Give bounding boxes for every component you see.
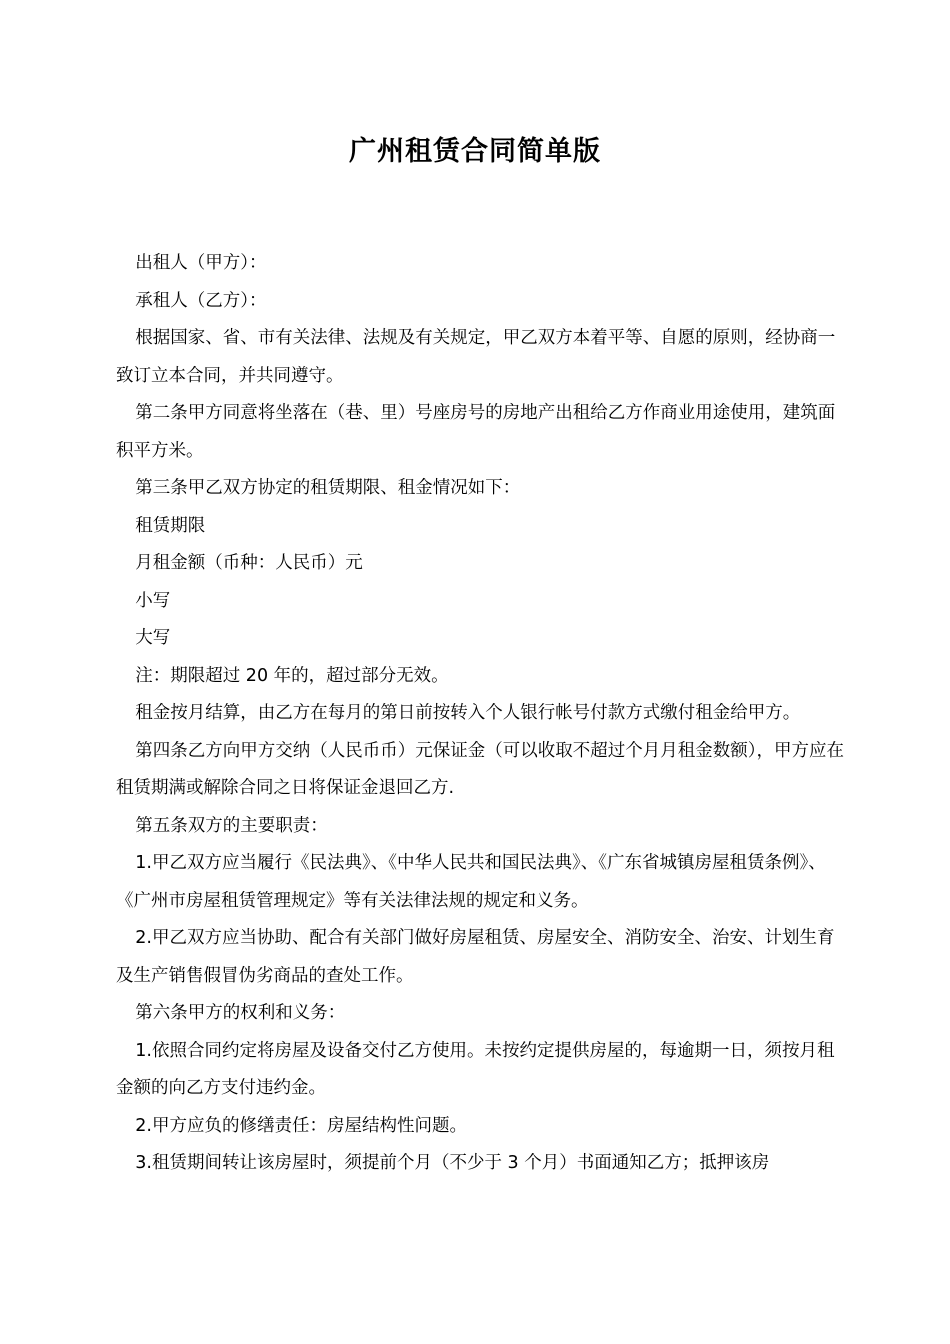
paragraph-article-6: 第六条甲方的权利和义务： [135,1003,346,1023]
paragraph-lease-term: 租赁期限 [135,515,206,536]
paragraph-article-2: 第二条甲方同意将坐落在（巷、里）号座房号的房地产出租给乙方作商业用途使用，建筑面积平方米。 [116,403,836,461]
paragraph-article-4: 第四条乙方向甲方交纳（人民币币）元保证金（可以收取不超过个月月租金数额），甲方应在租赁期满或解除合同之日将保证金退回乙方. [116,740,844,798]
document-title: 广州租赁合同简单版 [349,136,601,167]
paragraph-uppercase: 大写 [135,628,171,648]
paragraph-lessor: 出租人（甲方）： [135,253,267,273]
paragraph-article-5: 第五条双方的主要职责： [135,815,328,836]
document-body [116,245,851,1183]
paragraph-article-5-item-2: 2.甲乙双方应当协助、配合有关部门做好房屋租赁、房屋安全、消防安全、治安、计划生育及生产销售假冒伪劣商品的查处工作。 [116,928,835,986]
paragraph-preamble: 根据国家、省、市有关法律、法规及有关规定，甲乙双方本着平等、自愿的原则，经协商一致订立本合同，并共同遵守。 [116,328,836,386]
paragraph-monthly-rent: 月租金额（币种：人民币）元 [135,553,363,573]
paragraph-article-3: 第三条甲乙双方协定的租赁期限、租金情况如下： [135,478,521,498]
paragraph-article-6-item-2: 2.甲方应负的修缮责任：房屋结构性问题。 [135,1115,467,1136]
paragraph-article-6-item-1: 1.依照合同约定将房屋及设备交付乙方使用。未按约定提供房屋的，每逾期一日，须按月租金额的向乙方支付违约金。 [116,1040,835,1098]
paragraph-lessee: 承租人（乙方）： [135,290,267,311]
paragraph-rent-settlement: 租金按月结算，由乙方在每月的第日前按转入个人银行帐号付款方式缴付租金给甲方。 [135,703,801,723]
paragraph-article-6-item-3: 3.租赁期间转让该房屋时，须提前个月（不少于 3 个月）书面通知乙方；抵押该房 [135,1153,770,1173]
paragraph-lowercase: 小写 [135,590,171,611]
paragraph-note: 注：期限超过 20 年的，超过部分无效。 [135,665,449,686]
paragraph-article-5-item-1: 1.甲乙双方应当履行《民法典》、《中华人民共和国民法典》、《广东省城镇房屋租赁条例》、《广州市房屋租赁管理规定》等有关法律法规的规定和义务。 [116,853,826,911]
